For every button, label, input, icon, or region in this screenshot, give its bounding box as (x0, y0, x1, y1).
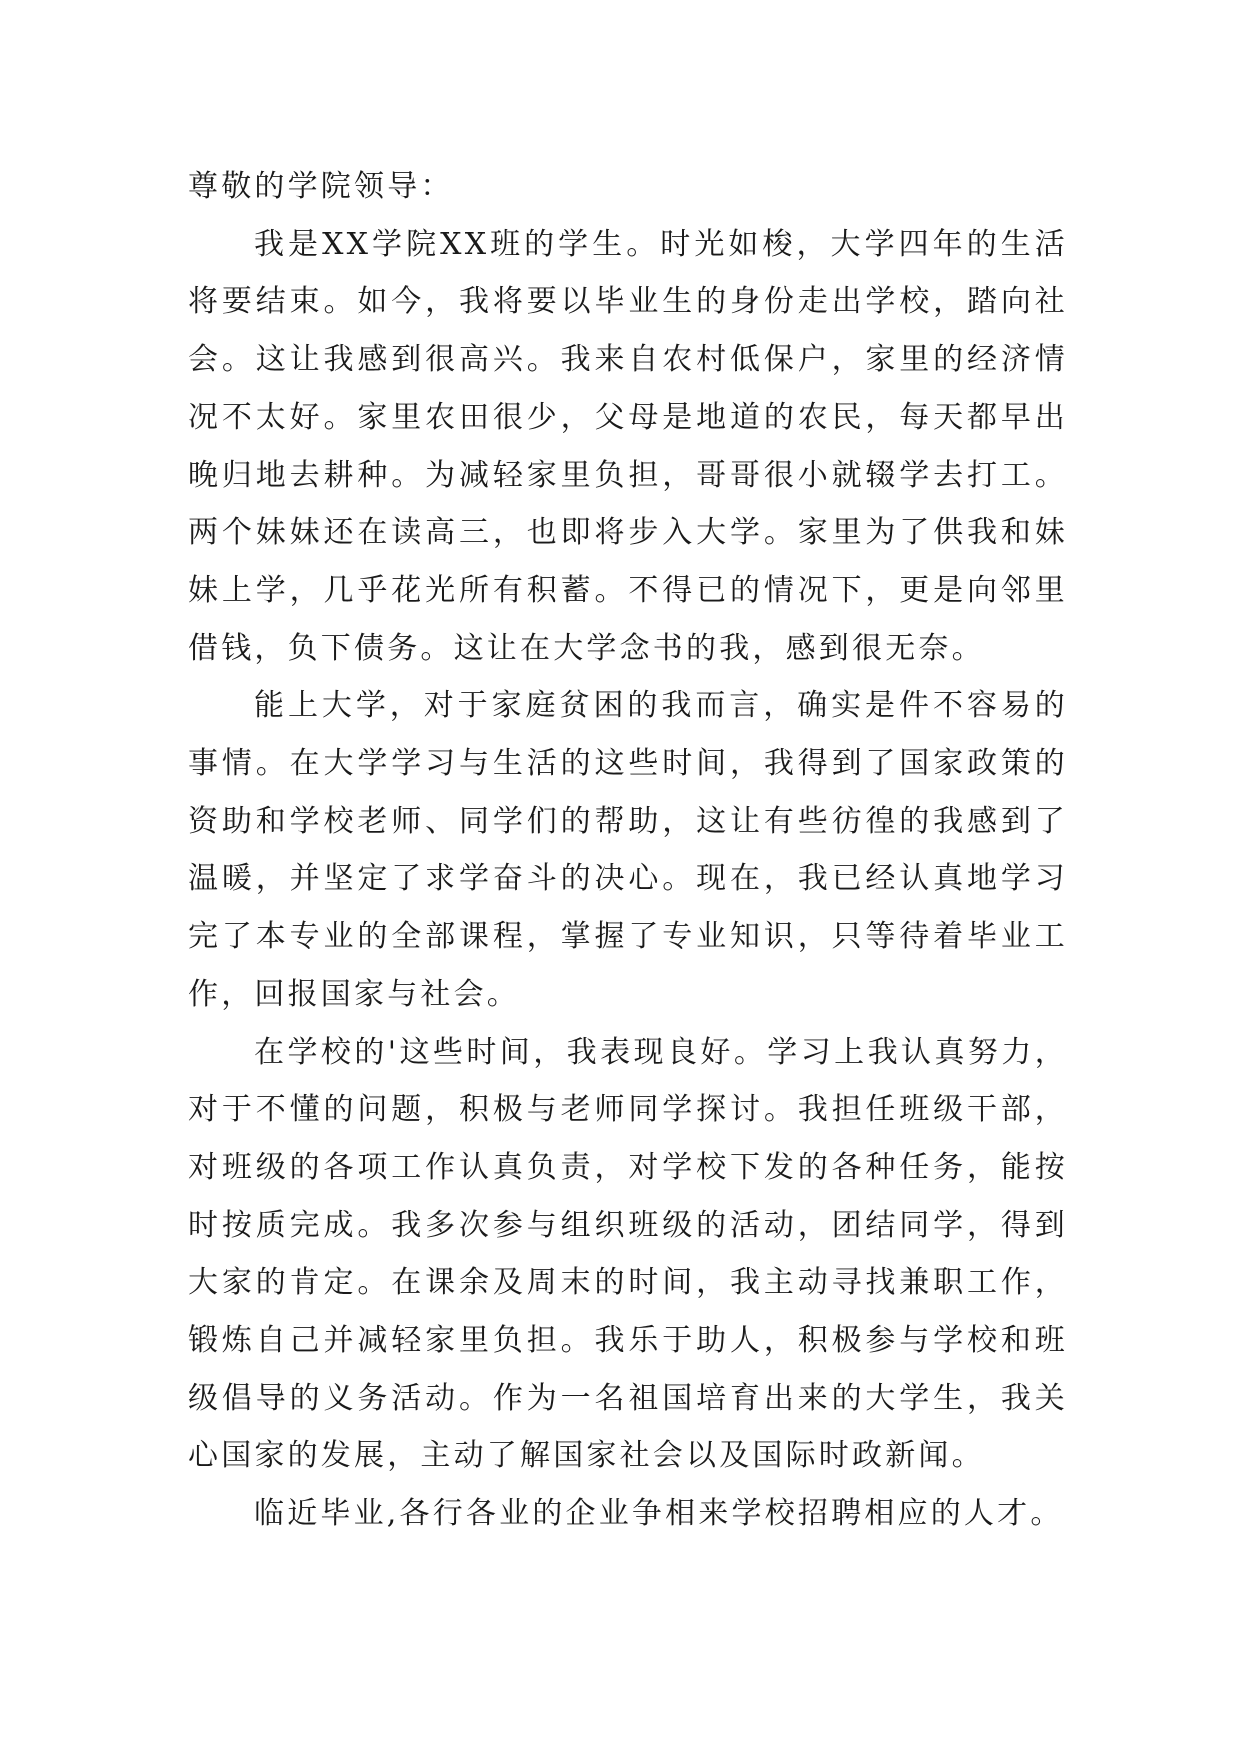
letter-body (188, 158, 1068, 1543)
paragraph-family-background: 我是XX学院XX班的学生。时光如梭，大学四年的生活将要结束。如今，我将要以毕业生的身份走出学校，踏向社会。这让我感到很高兴。我来自农村低保户，家里的经济情况不太好。家里农田很少，父母是地道的农民，每天都早出晚归地去耕种。为减轻家里负担，哥哥很小就辍学去打工。两个妹妹还在读高三，也即将步入大学。家里为了供我和妹妹上学，几乎花光所有积蓄。不得已的情况下，更是向邻里借钱，负下债务。这让在大学念书的我，感到很无奈。 (188, 226, 1068, 666)
paragraph-graduation: 临近毕业,各行各业的企业争相来学校招聘相应的人才。 (254, 1496, 1064, 1532)
paragraph-university-support: 能上大学，对于家庭贫困的我而言，确实是件不容易的事情。在大学学习与生活的这些时间，我得到了国家政策的资助和学校老师、同学们的帮助，这让有些彷徨的我感到了温暖，并坚定了求学奋斗的决心。现在，我已经认真地学习完了本专业的全部课程，掌握了专业知识，只等待着毕业工作，回报国家与社会。 (188, 688, 1068, 1012)
salutation: 尊敬的学院领导： (188, 169, 454, 204)
paragraph-school-performance: 在学校的'这些时间，我表现良好。学习上我认真努力，对于不懂的问题，积极与老师同学探讨。我担任班级干部，对班级的各项工作认真负责，对学校下发的各种任务，能按时按质完成。我多次参与组织班级的活动，团结同学，得到大家的肯定。在课余及周末的时间，我主动寻找兼职工作，锻炼自己并减轻家里负担。我乐于助人，积极参与学校和班级倡导的义务活动。作为一名祖国培育出来的大学生，我关心国家的发展，主动了解国家社会以及国际时政新闻。 (188, 1034, 1068, 1474)
